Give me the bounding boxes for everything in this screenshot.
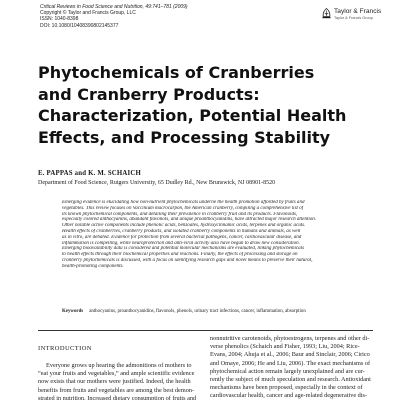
body-line: now exists that our mothers were justified. Indeed, the health [38,378,191,386]
doi-line: DOI: 10.1080/10408390802145377 [40,22,119,29]
introduction-heading: INTRODUCTION [38,345,92,352]
body-line: Evans, 2004; Ahuja et al., 2006; Baur and Sinclair, 2006; Cirico [210,351,370,359]
title-line: and Cranberry Products: [38,84,260,104]
body-line: verse phenolics (Schaich and Fisher, 1993; Liu, 2004; Rice- [210,343,360,351]
keywords-text: anthocyanins, proanthocyanidins, flavonols, phenols, urinary tract infections, cancer, inflammation, absorption [89,309,306,314]
body-column-right [210,335,373,400]
copyright-line: Copyright © Taylor and Francis Group, LLC [40,10,136,17]
publisher-logo [321,7,396,25]
abstract-line: Other notable active components include phenolic acids, benzoates, hydroxycinnamic acids, terpenes and organic acids. [62,223,306,229]
body-line: nonnutritive carotenoids, phytoestrogens, terpenes and other di- [210,335,370,342]
title-line: Effects, and Processing Stability [38,127,331,147]
abstract-line: especially colored anthocyanins, abundant flavonols, and unique proanthocyanidins, have attracted major research attention. [62,217,317,223]
abstract [62,200,352,270]
abstract-line: its known phytochemical components, and detailing their prevalence in cranberry fruit and its products. Flavonoids, [62,211,298,217]
keywords-label: Keywords [62,309,84,314]
abstract-line: Emerging bioavailability data is considered and potential molecular mechanisms are evaluated, linking phytochemicals [62,246,305,252]
body-line: “eat your fruits and vegetables,” and ample scientific evidence [38,370,195,378]
section-divider [38,330,373,331]
abstract-line: cranberry phytochemicals is discussed, with a focus on identifying research gaps and novel means to preserve their natural, [62,257,313,263]
abstract-line: Health effects of cranberries, cranberry products, and isolated cranberry components in humans and animals, as well [62,228,301,234]
body-line: and Omaye, 2006; He and Liu, 2006). The exact mechanisms of [210,359,371,367]
abstract-line: to health effects through their biochemical properties and reactions. Finally, the effects of processing and storage on [62,252,298,258]
body-line: strated in nutrition. Increased dietary consumption of fruits and [38,394,197,400]
keywords [62,309,372,314]
body-line: Everyone grows up hearing the admonitions of mothers to [46,362,192,369]
publisher-tagline: Taylor & Francis Group [334,16,373,20]
issn-line: ISSN: 1040-8398 [40,16,79,23]
body-line: cardiovascular health, cancer and age-related degenerative dis- [210,392,368,400]
article-title [38,62,368,148]
author-list: E. PAPPAS and K. M. SCHAICH [38,170,141,177]
abstract-line: vegetables. This review focuses on Vaccinium macrocarpon, the American cranberry, compiling a comprehensive list of [62,205,304,211]
abstract-line: as in vitro, are debated. Evidence for protection from several bacterial pathogens, cancer, cardiovascular disease, and [62,234,302,240]
title-line: Phytochemicals of Cranberries [38,63,315,82]
body-line: rently the subject of much speculation and research. Antioxidant [210,376,371,384]
publisher-name: Taylor & Francis [334,8,382,15]
body-column-left [38,362,201,400]
title-line: Characterization, Potential Health [38,106,347,125]
publisher-icon [321,8,332,19]
abstract-line: inflammation is compelling, while neuroprotection and anti-viral activity also have begun to draw new consideration. [62,240,300,246]
author-affiliation: Department of Food Science, Rutgers University, 65 Dudley Rd., New Brunswick, NJ 08901-8520 [38,180,276,186]
abstract-line: health-promoting components. [62,263,124,269]
body-line: mechanisms have been proposed, especially in the context of [210,384,363,392]
body-line: benefits from fruits and vegetables are among the best demon- [38,386,195,394]
journal-citation: Critical Reviews in Food Science and Nutrition, 49:741–781 (2009) [40,4,188,10]
abstract-line: Emerging evidence is elucidating how non-nutrient phytochemicals underlie the health promotion afforded by fruits and [62,200,305,205]
journal-header [40,4,240,29]
body-line: phytochemical action remain largely unexplained and are cur- [210,367,365,375]
